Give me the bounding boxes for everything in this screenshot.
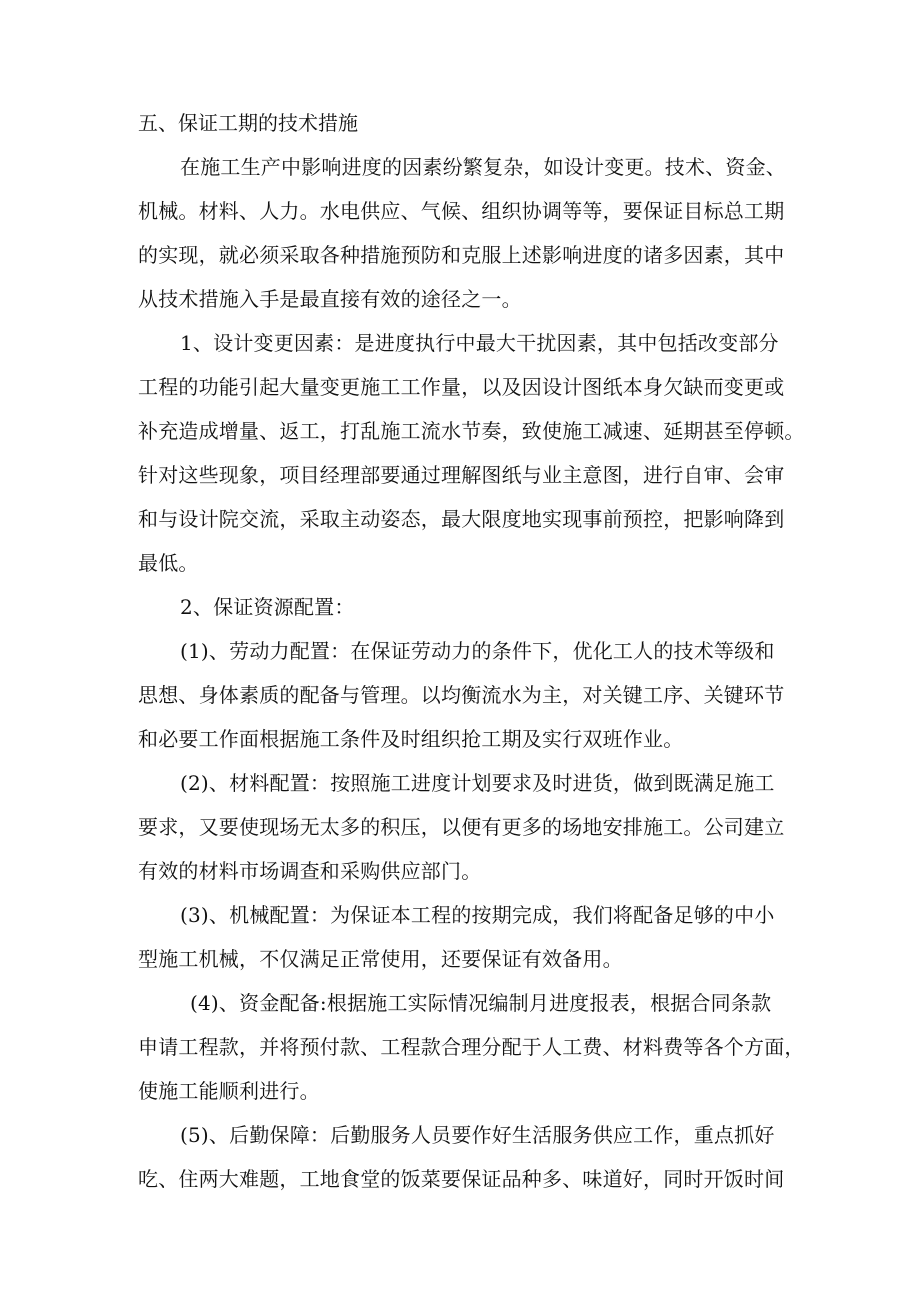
paragraph-line: (1)、劳动力配置：在保证劳动力的条件下，优化工人的技术等级和	[180, 639, 775, 663]
paragraph-line: (5)、后勤保障：后勤服务人员要作好生活服务供应工作，重点抓好	[180, 1123, 775, 1147]
paragraph-line: 吃、住两大难题，工地食堂的饭菜要保证品种多、味道好，同时开饭时间	[138, 1167, 785, 1191]
paragraph-line: 从技术措施入手是最直接有效的途径之一。	[138, 287, 522, 311]
paragraph-line: (3)、机械配置：为保证本工程的按期完成，我们将配备足够的中小	[180, 903, 775, 927]
paragraph-line: 2、保证资源配置：	[180, 595, 355, 619]
paragraph-line: 思想、身体素质的配备与管理。以均衡流水为主，对关键工序、关键环节	[138, 683, 785, 707]
paragraph-line: 使施工能顺利进行。	[138, 1079, 320, 1103]
paragraph-line: 补充造成增量、返工，打乱施工流水节奏，致使施工减速、延期甚至停顿。	[138, 419, 805, 443]
paragraph-line: 型施工机械，不仅满足正常使用，还要保证有效备用。	[138, 947, 623, 971]
paragraph-line: 最低。	[138, 551, 199, 575]
paragraph-line: 申请工程款，并将预付款、工程款合理分配于人工费、材料费等各个方面，	[138, 1035, 805, 1059]
paragraph-line: 在施工生产中影响进度的因素纷繁复杂，如设计变更。技术、资金、	[180, 155, 786, 179]
section-heading: 五、保证工期的技术措施	[138, 111, 358, 135]
paragraph-line: (4)、资金配备:根据施工实际情况编制月进度报表，根据合同条款	[190, 991, 772, 1015]
paragraph-line: 1、设计变更因素：是进度执行中最大干扰因素，其中包括改变部分	[180, 331, 779, 355]
paragraph-line: 和与设计院交流，采取主动姿态，最大限度地实现事前预控，把影响降到	[138, 507, 785, 531]
paragraph-line: 有效的材料市场调查和采购供应部门。	[138, 859, 482, 883]
paragraph-line: 工程的功能引起大量变更施工工作量，以及因设计图纸本身欠缺而变更或	[138, 375, 785, 399]
paragraph-line: 机械。材料、人力。水电供应、气候、组织协调等等，要保证目标总工期	[138, 199, 785, 223]
paragraph-line: 的实现，就必须采取各种措施预防和克服上述影响进度的诸多因素，其中	[138, 243, 785, 267]
paragraph-line: 和必要工作面根据施工条件及时组织抢工期及实行双班作业。	[138, 727, 684, 751]
paragraph-line: (2)、材料配置：按照施工进度计划要求及时进货，做到既满足施工	[180, 771, 775, 795]
paragraph-line: 要求，又要使现场无太多的积压，以便有更多的场地安排施工。公司建立	[138, 815, 785, 839]
paragraph-line: 针对这些现象，项目经理部要通过理解图纸与业主意图，进行自审、会审	[138, 463, 785, 487]
